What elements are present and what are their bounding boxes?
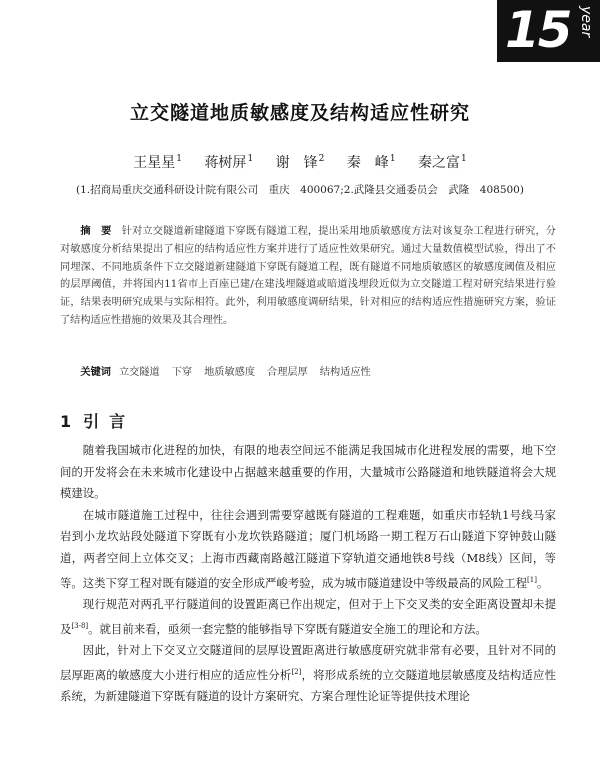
affiliation: (1.招商局重庆交通科研设计院有限公司 重庆 400067;2.武隆县交通委员会 武隆 408500) [76,184,524,196]
keywords [60,363,556,378]
citation: [1] [527,575,537,584]
citation: [3-8] [71,621,89,630]
keyword: 立交隧道 [118,367,160,378]
keyword: 下穿 [171,367,193,378]
paragraph: 在城市隧道施工过程中，往往会遇到需要穿越既有隧道的工程难题，如重庆市轻轨1号线马家岩到小龙坎站段处隧道下穿既有小龙坎铁路隧道；厦门机场路一期工程万石山隧道下穿钟鼓山隧道，两者空间上立体交叉；上海市西藏南路越江隧道下穿轨道交通地铁8号线（M8线）区间，等等。这类下穿工程对既有隧道的安全形成严峻考验，成为城市隧道建设中等级最高的风险工程[1]。 [60,507,556,590]
author: 蒋树屏$^1$ [204,154,254,171]
abstract [60,223,556,330]
badge-word: year [578,6,594,38]
author: 秦 峰$^1$ [346,154,396,171]
paragraph: 因此，针对上下交叉立交隧道间的层厚设置距离进行敏感度研究就非常有必要，且针对不同的层厚距离的敏感度大小进行相应的适应性分析[2]，将形成系统的立交隧道地层敏感度及结构适应性系统，为新建隧道下穿既有隧道的设计方案研究、方案合理性论证等提供技术理论 [60,642,556,703]
keyword: 结构适应性 [319,367,371,378]
section-number: 1 [60,412,72,431]
section-heading [60,409,135,432]
section-title: 引言 [83,412,136,431]
keywords-label: 关键词 [80,367,111,378]
author-list [0,152,600,172]
abstract-label: 摘 要 [80,226,112,237]
author: 秦之富$^1$ [418,154,467,171]
paragraph: 随着我国城市化进程的加快，有限的地表空间远不能满足我国城市化进程发展的需要，地下空间的开发将会在未来城市化建设中占据越来越重要的作用，大量城市公路隧道和地铁隧道将会大规模建设。 [60,443,556,501]
abstract-text: 针对立交隧道新建隧道下穿既有隧道工程，提出采用地质敏感度方法对该复杂工程进行研究，分对敏感度分析结果提出了相应的结构适应性方案并进行了适应性效果研究。通过大量数值模型试验，得出了不同埋深、不同地质条件下立交隧道新建隧道下穿既有隧道工程，既有隧道不同地质敏感区的敏感度阈值及相应的层厚阈值，并将国内11省市上百座已建/在建浅埋隧道或暗道浅埋段近似为立交隧道工程对研究结果进行验证，结果表明研究成果与实际相符。此外，利用敏感度调研结果，针对相应的结构适应性措施研究方案，验证了结构适应性措施的效果及其合理性。 [60,226,556,326]
keyword: 地质敏感度 [204,367,256,378]
keyword: 合理层厚 [267,367,308,378]
author: 王星星$^1$ [133,154,182,171]
year-badge [497,0,600,62]
paragraph: 现行规范对两孔平行隧道间的设置距离已作出规定，但对于上下交叉类的安全距离设置却未提及[3-8]。就目前来看，亟须一套完整的能够指导下穿既有隧道安全施工的理论和方法。 [60,596,556,636]
citation: [2] [291,667,302,676]
badge-number: 15 [505,1,571,59]
body-text [60,440,556,708]
paper-title: 立交隧道地质敏感度及结构适应性研究 [129,102,470,124]
author: 谢 锋$^2$ [275,154,325,171]
